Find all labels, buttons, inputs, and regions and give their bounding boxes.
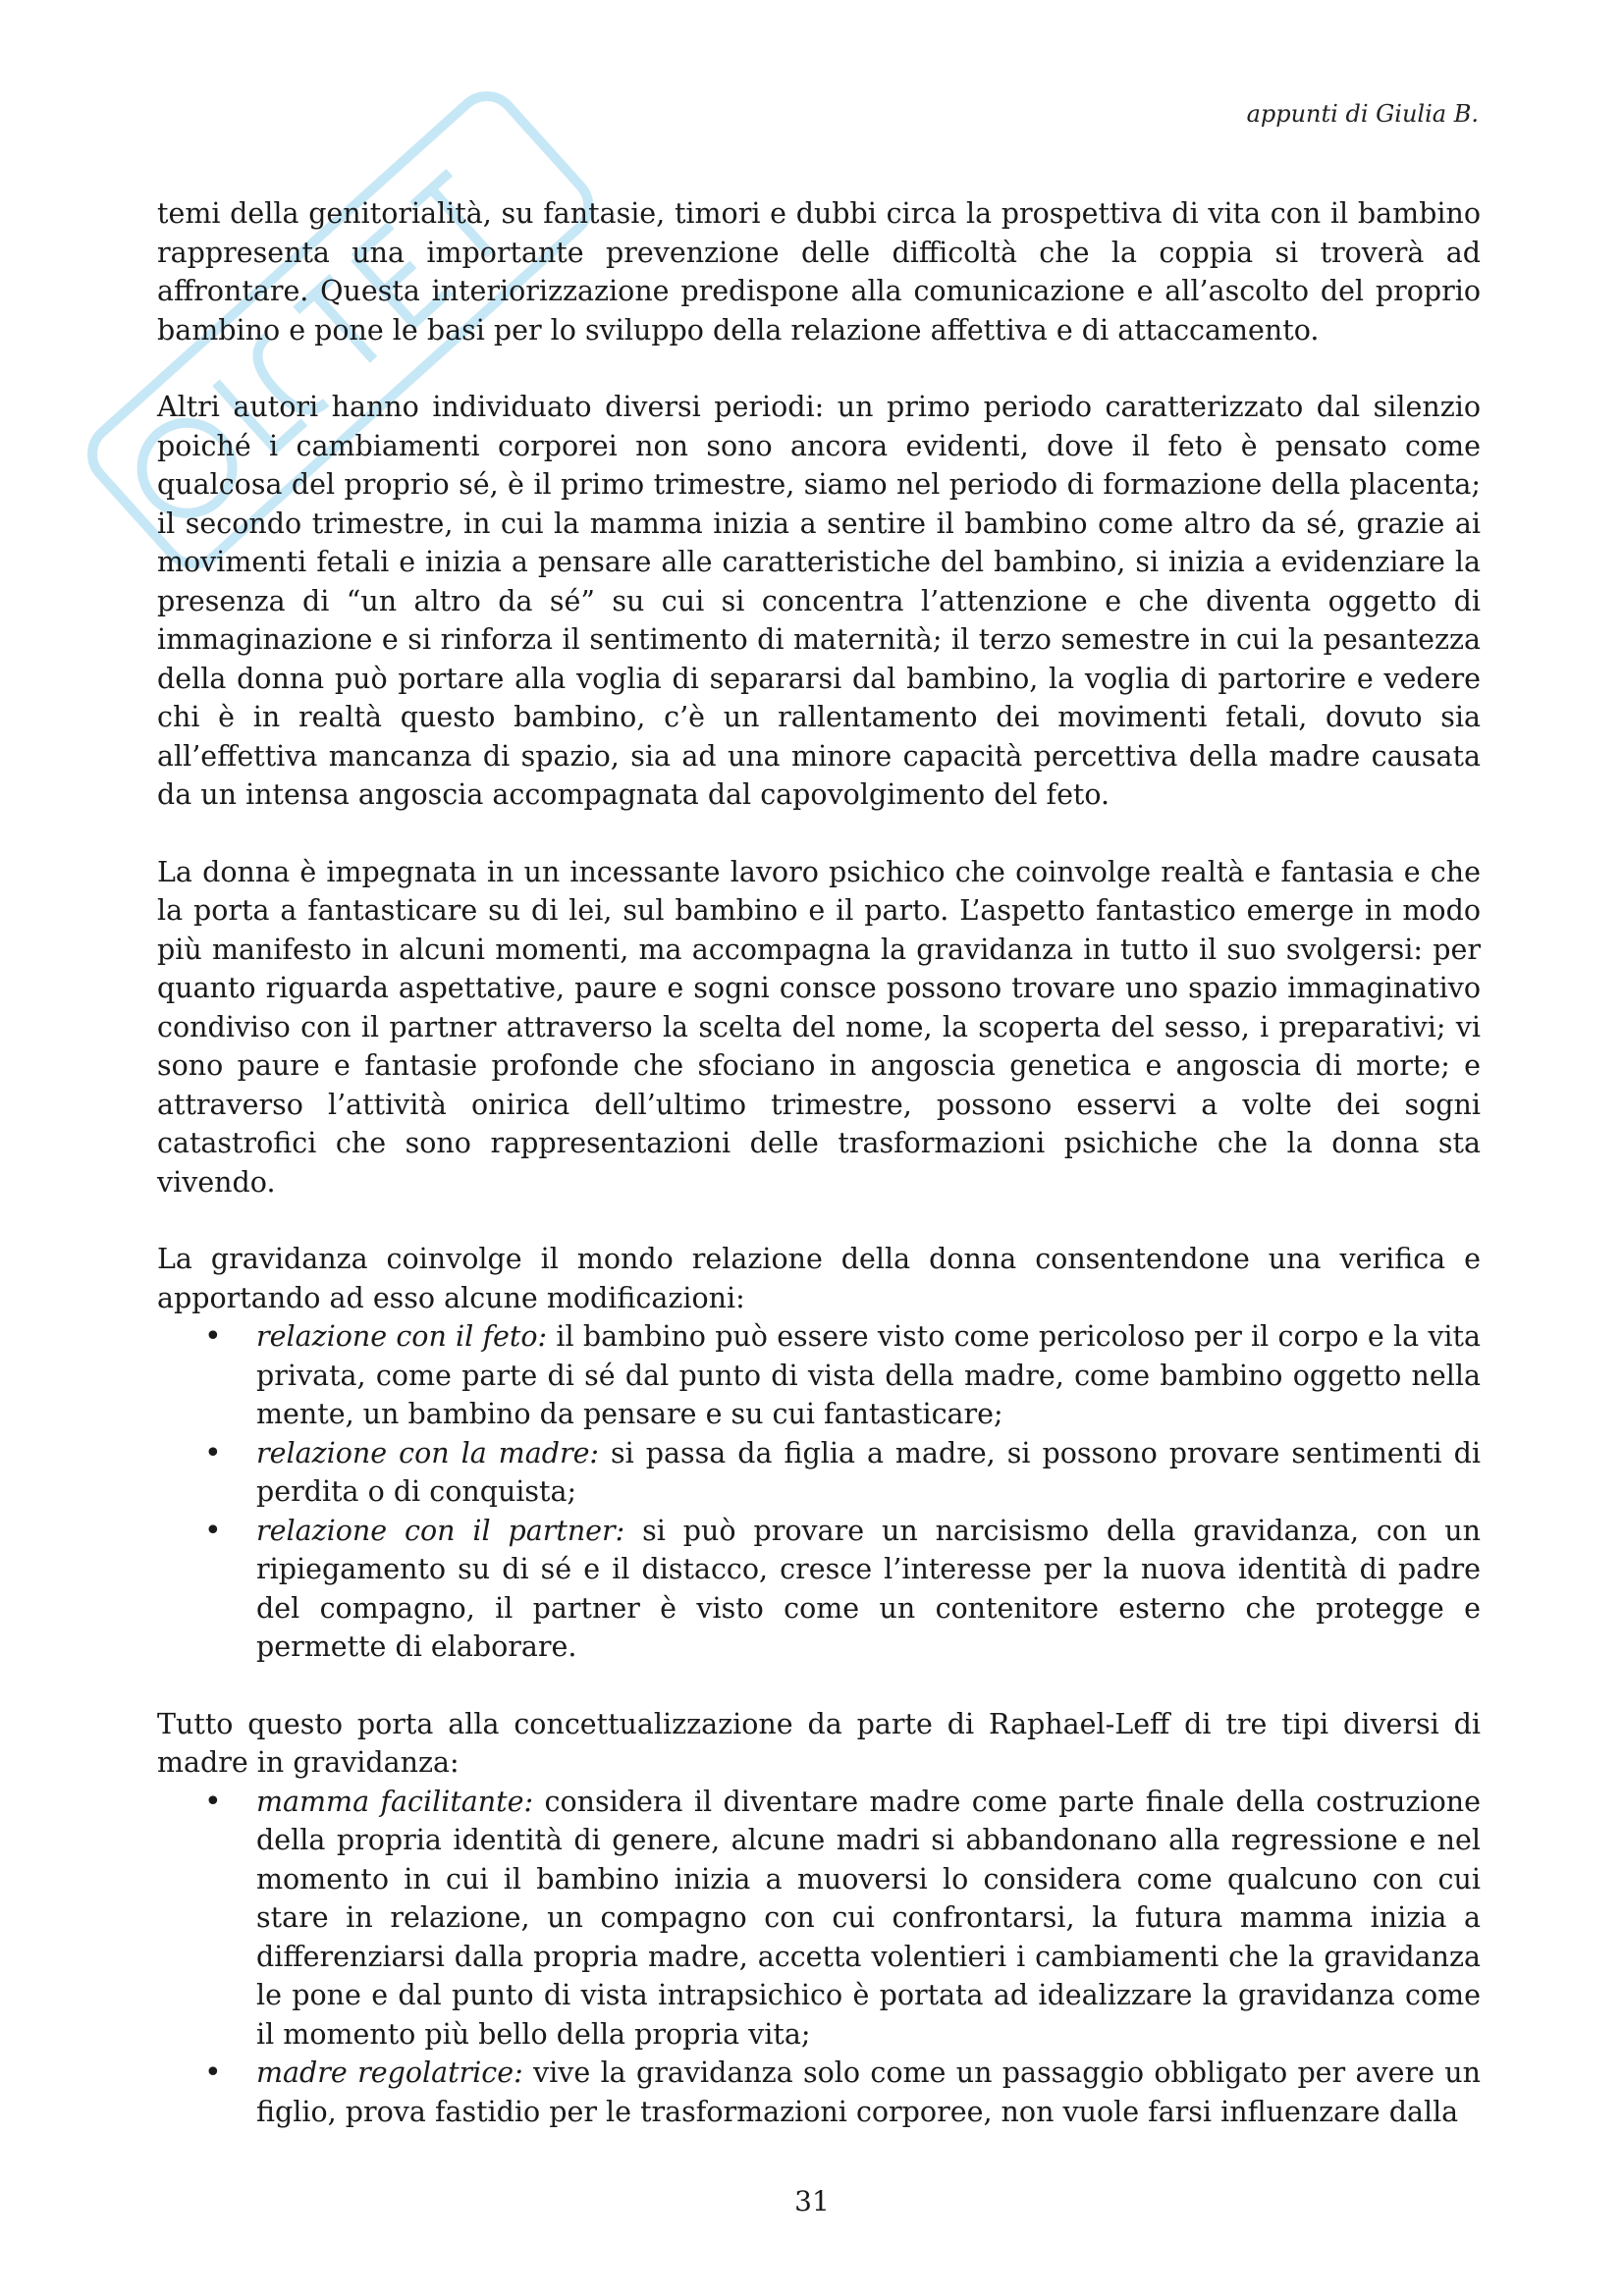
bullet-icon: • <box>204 1319 222 1354</box>
list-item <box>157 1434 1481 1512</box>
page-number: 31 <box>794 2185 830 2217</box>
list-item-term: madre regolatrice: <box>256 2056 523 2089</box>
page-header: appunti di Giulia B. <box>1246 100 1479 128</box>
bullet-icon: • <box>204 2056 222 2090</box>
relations-list <box>157 1317 1481 1667</box>
list-item-text: si passa da figlia a madre, si possono provare sentimenti di perdita o di conquista; <box>256 1436 1481 1508</box>
list-item <box>157 1317 1481 1434</box>
list-item <box>157 1512 1481 1667</box>
list-item-text: il bambino può essere visto come pericoloso per il corpo e la vita privata, come parte di sé dal punto di vista della madre, come bambino oggetto nella mente, un bambino da pensare e su cui fantasticare; <box>256 1320 1481 1430</box>
list-item <box>157 1783 1481 2055</box>
bullet-icon: • <box>204 1513 222 1548</box>
paragraph-3: La donna è impegnata in un incessante lavoro psichico che coinvolge realtà e fantasia e che la porta a fantasticare su di lei, sul bambino e il parto. L’aspetto fantastico emerge in modo più manifesto in alcuni momenti, ma accompagna la gravidanza in tutto il suo svolgersi: per quanto riguarda aspettative, paure e sogni consce possono trovare uno spazio immaginativo condiviso con il partner attraverso la scelta del nome, la scoperta del sesso, i preparativi; vi sono paure e fantasie profonde che sfociano in angoscia genetica e angoscia di morte; e attraverso l’attività onirica dell’ultimo trimestre, possono esservi a volte dei sogni catastrofici che sono rappresentazioni delle trasformazioni psichiche che la donna sta vivendo. <box>157 855 1481 1199</box>
list-item-term: relazione con il feto: <box>256 1320 548 1353</box>
paragraph-1: temi della genitorialità, su fantasie, timori e dubbi circa la prospettiva di vita con il bambino rappresenta una importante prevenzione delle difficoltà che la coppia si troverà ad affrontare. Questa interiorizzazione predispone alla comunicazione e all’ascolto del proprio bambino e pone le basi per lo sviluppo della relazione affettiva e di attaccamento. <box>157 197 1481 347</box>
list-item-term: relazione con il partner: <box>256 1514 625 1547</box>
bullet-icon: • <box>204 1784 222 1819</box>
paragraph-4: La gravidanza coinvolge il mondo relazione della donna consentendone una verifica e apportando ad esso alcune modificazioni: <box>157 1243 1481 1314</box>
paragraph-2: Altri autori hanno individuato diversi periodi: un primo periodo caratterizzato dal silenzio poiché i cambiamenti corporei non sono ancora evidenti, dove il feto è pensato come qualcosa del proprio sé, è il primo trimestre, siamo nel periodo di formazione della placenta; il secondo trimestre, in cui la mamma inizia a sentire il bambino come altro da sé, grazie ai movimenti fetali e inizia a pensare alle caratteristiche del bambino, si inizia a evidenziare la presenza di “un altro da sé” su cui si concentra l’attenzione e che diventa oggetto di immaginazione e si rinforza il sentimento di maternità; il terzo semestre in cui la pesantezza della donna può portare alla voglia di separarsi dal bambino, la voglia di partorire e vedere chi è in realtà questo bambino, c’è un rallentamento dei movimenti fetali, dovuto sia all’effettiva mancanza di spazio, sia ad una minore capacità percettiva della madre causata da un intensa angoscia accompagnata dal capovolgimento del feto. <box>157 391 1481 811</box>
list-item-text: considera il diventare madre come parte finale della costruzione della propria identità di genere, alcune madri si abbandonano alla regressione e nel momento in cui il bambino inizia a muoversi lo considera come qualcuno con cui stare in relazione, un compagno con cui confrontarsi, la futura mamma inizia a differenziarsi dalla propria madre, accetta volentieri i cambiamenti che la gravidanza le pone e dal punto di vista intrapsichico è portata ad idealizzare la gravidanza come il momento più bello della propria vita; <box>256 1785 1481 2051</box>
mother-types-list <box>157 1783 1481 2132</box>
list-item-term: mamma facilitante: <box>256 1785 534 1818</box>
document-body <box>157 194 1481 2169</box>
bullet-icon: • <box>204 1435 222 1470</box>
paragraph-5: Tutto questo porta alla concettualizzazione da parte di Raphael-Leff di tre tipi diversi di madre in gravidanza: <box>157 1707 1481 1779</box>
list-item-text: vive la gravidanza solo come un passaggio obbligato per avere un figlio, prova fastidio per le trasformazioni corporee, non vuole farsi influenzare dalla <box>256 2056 1482 2128</box>
list-item <box>157 2054 1481 2131</box>
list-item-text: si può provare un narcisismo della gravidanza, con un ripiegamento su di sé e il distacco, cresce l’interesse per la nuova identità di padre del compagno, il partner è visto come un contenitore esterno che protegge e permette di elaborare. <box>256 1514 1481 1663</box>
list-item-term: relazione con la madre: <box>256 1436 600 1469</box>
